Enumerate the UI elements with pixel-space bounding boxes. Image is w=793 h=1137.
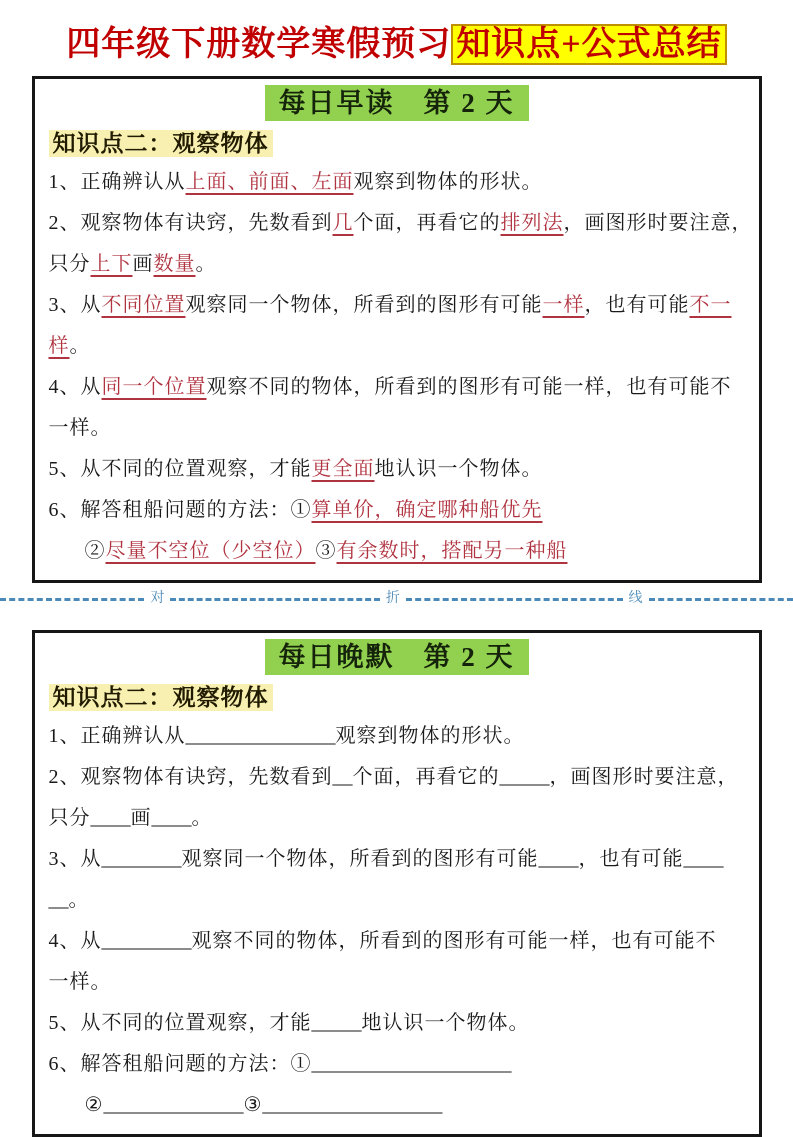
- fill-in-blank: _________: [101, 930, 192, 952]
- knowledge-point-row: [49, 125, 745, 158]
- page-title-highlight: 知识点+公式总结: [451, 24, 726, 65]
- fold-dash: [170, 598, 379, 601]
- question-text: 4、从: [48, 930, 102, 952]
- question-text: 。: [69, 335, 91, 357]
- question-text: ，也有可能: [584, 294, 690, 316]
- page-title: [0, 22, 793, 68]
- fold-label: 对: [150, 591, 165, 606]
- answer-text: 更全面: [311, 458, 375, 480]
- question-text: 6、解答租船问题的方法：①: [48, 499, 312, 521]
- page-title-main: 四年级下册数学寒假预习: [66, 26, 452, 63]
- answer-text: 不一: [689, 294, 732, 316]
- question-text: ③: [315, 540, 337, 562]
- fill-in-blank: ________: [101, 848, 182, 870]
- answer-text: 上下: [90, 253, 133, 275]
- question-text: 6、解答租船问题的方法：①: [48, 1053, 312, 1075]
- question-text: ③: [243, 1094, 263, 1116]
- worksheet-line: [49, 880, 745, 921]
- question-text: 一样。: [48, 971, 112, 993]
- worksheet-line: [49, 1085, 745, 1126]
- question-text: 。: [68, 889, 90, 911]
- worksheet-line: [48, 203, 753, 244]
- question-text: 观察同一个物体，所看到的图形有可能: [181, 848, 539, 870]
- answer-text: 不同位置: [101, 294, 186, 316]
- answer-text: 几: [332, 212, 354, 234]
- question-text: 。: [191, 807, 213, 829]
- fill-in-blank: __: [48, 889, 69, 911]
- question-text: ②: [84, 540, 106, 562]
- question-text: 个面，再看它的: [353, 212, 501, 234]
- question-text: 2、观察物体有诀窍，先数看到: [48, 212, 333, 234]
- question-text: 一样。: [48, 417, 112, 439]
- worksheet-line: [49, 244, 745, 285]
- worksheet-line: [49, 326, 745, 367]
- question-text: 画: [130, 807, 152, 829]
- question-text: 地认识一个物体。: [374, 458, 543, 480]
- knowledge-point-label: 知识点二：观察物体: [49, 684, 273, 711]
- question-text: 5、从不同的位置观察，才能: [48, 458, 312, 480]
- question-text: ，画图形时要注意，: [563, 212, 753, 234]
- question-text: 观察不同的物体，所看到的图形有可能一样，也有可能不: [191, 930, 717, 952]
- answer-text: 排列法: [500, 212, 564, 234]
- question-text: 1、正确辨认从: [48, 725, 186, 747]
- worksheet-line: [49, 367, 745, 408]
- fill-in-blank: ____: [538, 848, 579, 870]
- answer-text: 同一个位置: [101, 376, 207, 398]
- section-morning-reading: [32, 76, 762, 583]
- worksheet-line: [49, 757, 745, 798]
- fold-label: 折: [385, 591, 400, 606]
- worksheet-line: [49, 162, 745, 203]
- section-header-label: 每日早读 第 2 天: [265, 85, 529, 121]
- fold-dash: [649, 598, 793, 601]
- answer-text: 上面、前面、左面: [185, 171, 354, 193]
- question-text: 地认识一个物体。: [361, 1012, 530, 1034]
- question-text: 5、从不同的位置观察，才能: [48, 1012, 312, 1034]
- answer-text: 有余数时，搭配另一种船: [336, 540, 568, 562]
- answer-text: 算单价，确定哪种船优先: [311, 499, 543, 521]
- fill-in-blank: ____: [90, 807, 131, 829]
- worksheet-line: [49, 921, 745, 962]
- question-text: ，画图形时要注意，: [549, 766, 739, 788]
- section-evening-recitation: [32, 630, 762, 1137]
- worksheet-line: [49, 1003, 745, 1044]
- worksheet-line: [49, 408, 745, 449]
- fill-in-blank: _______________: [185, 725, 336, 747]
- knowledge-point-row: [49, 679, 745, 712]
- worksheet-line: [49, 490, 745, 531]
- question-text: 观察不同的物体，所看到的图形有可能一样，也有可能不: [206, 376, 732, 398]
- fold-dash: [406, 598, 623, 601]
- fold-line: [0, 592, 793, 606]
- question-text: 只分: [48, 807, 91, 829]
- answer-text: 一样: [542, 294, 585, 316]
- answer-text: 尽量不空位（少空位）: [105, 540, 316, 562]
- answer-text: 数量: [153, 253, 196, 275]
- question-text: 画: [132, 253, 154, 275]
- fill-in-blank: __: [332, 766, 353, 788]
- fold-label: 线: [628, 591, 643, 606]
- worksheet-line: [49, 449, 745, 490]
- worksheet-line: [49, 716, 745, 757]
- question-text: 只分: [48, 253, 91, 275]
- worksheet-line: [49, 839, 745, 880]
- section-header-row: [49, 85, 745, 121]
- question-text: 1、正确辨认从: [48, 171, 186, 193]
- question-text: 2、观察物体有诀窍，先数看到: [48, 766, 333, 788]
- worksheet-line: [49, 962, 745, 1003]
- fill-in-blank: ____: [151, 807, 192, 829]
- answer-text: 样: [48, 335, 70, 357]
- question-text: 个面，再看它的: [352, 766, 500, 788]
- question-text: 观察同一个物体，所看到的图形有可能: [185, 294, 543, 316]
- worksheet-line: [49, 285, 745, 326]
- worksheet-line: [49, 798, 745, 839]
- question-text: 3、从: [48, 294, 102, 316]
- fill-in-blank: ____: [683, 848, 724, 870]
- section-header-label: 每日晚默 第 2 天: [265, 639, 529, 675]
- fill-in-blank: __________________: [262, 1094, 443, 1116]
- fold-dash: [0, 598, 144, 601]
- question-text: ②: [84, 1094, 104, 1116]
- fill-in-blank: _____: [311, 1012, 362, 1034]
- question-text: 。: [195, 253, 217, 275]
- question-text: 观察到物体的形状。: [335, 725, 525, 747]
- question-text: 观察到物体的形状。: [353, 171, 543, 193]
- question-text: 4、从: [48, 376, 102, 398]
- worksheet-line: [49, 531, 745, 572]
- section-header-row: [49, 639, 745, 675]
- question-text: 3、从: [48, 848, 102, 870]
- question-text: ，也有可能: [578, 848, 684, 870]
- fill-in-blank: ____________________: [311, 1053, 512, 1075]
- fill-in-blank: ______________: [103, 1094, 244, 1116]
- knowledge-point-label: 知识点二：观察物体: [49, 130, 273, 157]
- worksheet-line: [49, 1044, 745, 1085]
- fill-in-blank: _____: [499, 766, 550, 788]
